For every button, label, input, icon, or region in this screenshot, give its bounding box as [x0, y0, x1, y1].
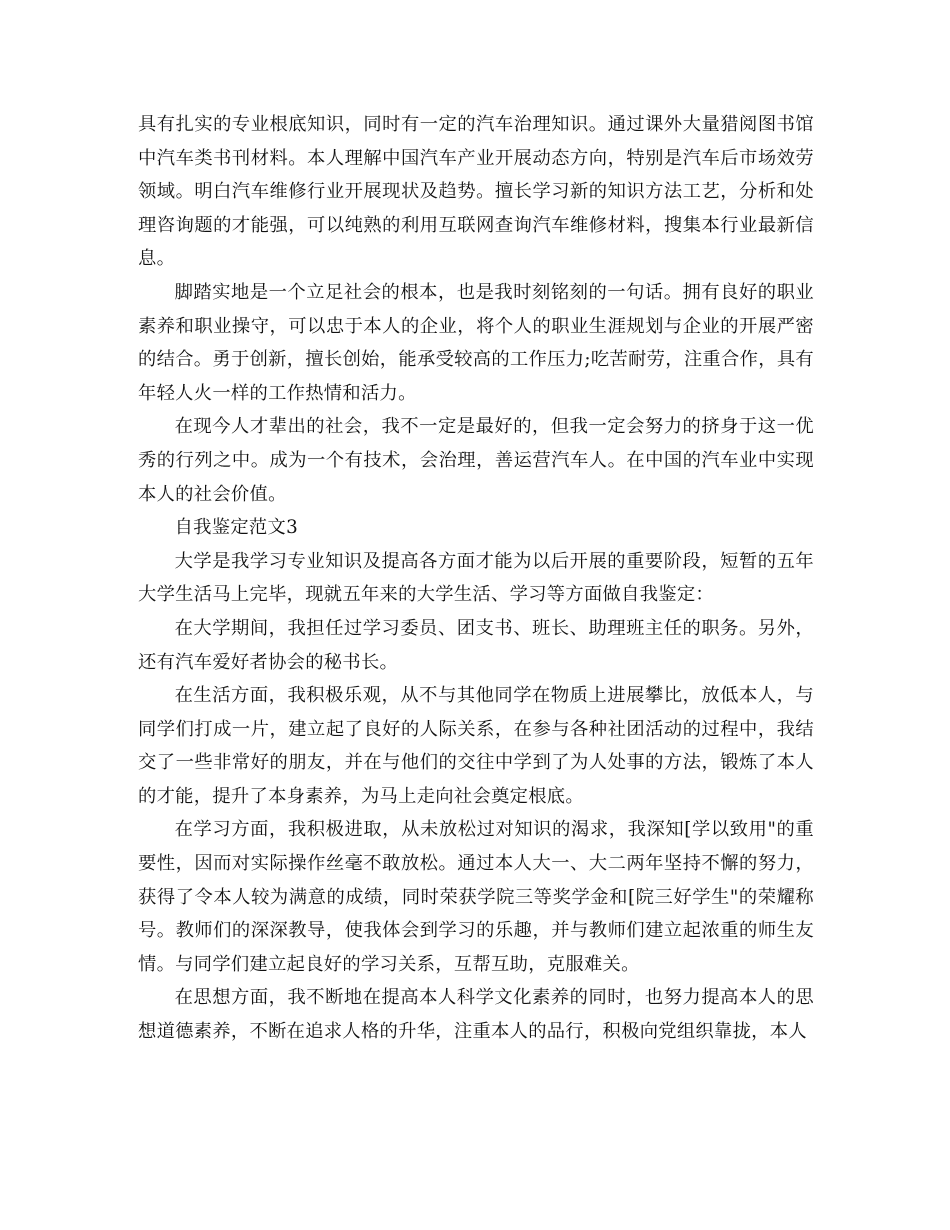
section-paragraph: 在思想方面，我不断地在提高本人科学文化素养的同时，也努力提高本人的思想道德素养，不断在追求人格的升华，注重本人的品行，积极向党组织靠拢，本人	[138, 987, 814, 1043]
document-page	[138, 108, 814, 1049]
body-paragraph: 脚踏实地是一个立足社会的根本，也是我时刻铭刻的一句话。拥有良好的职业素养和职业操守，可以忠于本人的企业，将个人的职业生涯规划与企业的开展严密的结合。勇于创新，擅长创始，能承受较高的工作压力;吃苦耐劳，注重合作，具有年轻人火一样的工作热情和活力。	[138, 281, 814, 404]
section-heading: 自我鉴定范文3	[174, 517, 299, 539]
section-paragraph: 在生活方面，我积极乐观，从不与其他同学在物质上进展攀比，放低本人，与同学们打成一片，建立起了良好的人际关系，在参与各种社团活动的过程中，我结交了一些非常好的朋友，并在与他们的交往中学到了为人处事的方法，锻炼了本人的才能，提升了本身素养，为马上走向社会奠定根底。	[138, 685, 814, 807]
section-paragraph: 大学是我学习专业知识及提高各方面才能为以后开展的重要阶段，短暂的五年大学生活马上完毕，现就五年来的大学生活、学习等方面做自我鉴定：	[138, 550, 814, 606]
body-paragraph: 在现今人才辈出的社会，我不一定是最好的，但我一定会努力的挤身于这一优秀的行列之中。成为一个有技术，会治理，善运营汽车人。在中国的汽车业中实现本人的社会价值。	[138, 416, 814, 505]
body-paragraph: 具有扎实的专业根底知识，同时有一定的汽车治理知识。通过课外大量猎阅图书馆中汽车类书刊材料。本人理解中国汽车产业开展动态方向，特别是汽车后市场效劳领域。明白汽车维修行业开展现状及趋势。擅长学习新的知识方法工艺，分析和处理咨询题的才能强，可以纯熟的利用互联网查询汽车维修材料，搜集本行业最新信息。	[138, 114, 814, 270]
section-paragraph: 在大学期间，我担任过学习委员、团支书、班长、助理班主任的职务。另外，还有汽车爱好者协会的秘书长。	[138, 617, 814, 673]
section-paragraph: 在学习方面，我积极进取，从未放松过对知识的渴求，我深知[学以致用"的重要性，因而对实际操作丝毫不敢放松。通过本人大一、大二两年坚持不懈的努力，获得了令本人较为满意的成绩，同时荣获学院三等奖学金和[院三好学生"的荣耀称号。教师们的深深教导，使我体会到学习的乐趣，并与教师们建立起浓重的师生友情。与同学们建立起良好的学习关系，互帮互助，克服难关。	[138, 819, 814, 975]
